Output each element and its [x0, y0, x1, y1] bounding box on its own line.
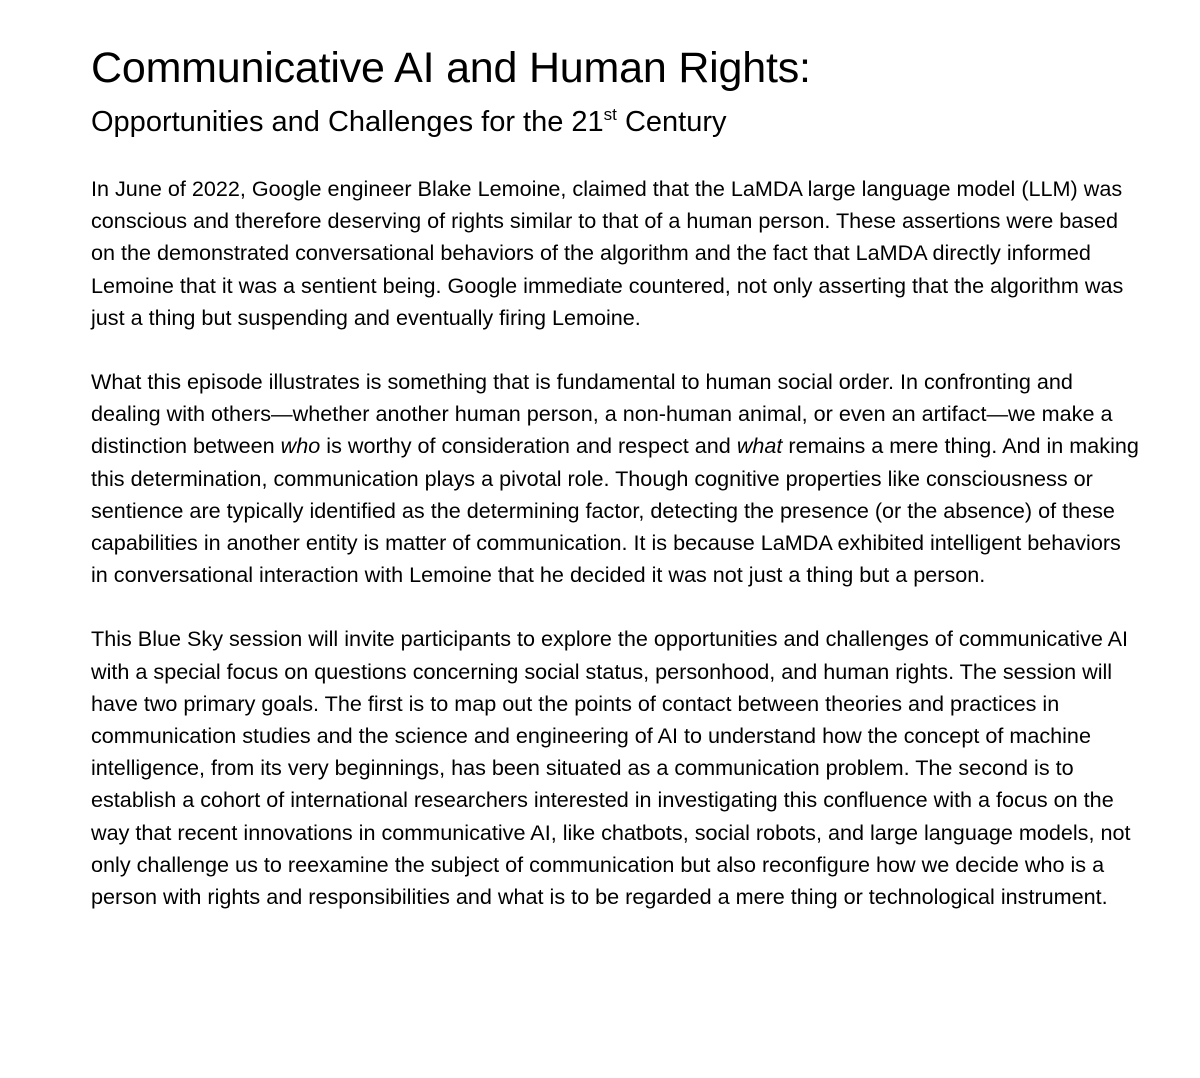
paragraph-2-emphasis-what: what — [736, 433, 783, 459]
subtitle-superscript: st — [603, 105, 617, 124]
paragraph-2-part-1: What this episode illustrates is something that is fundamental to human social order. In confronting and dealing with others—whether another human person, a non-human animal, or even an artifact—we make a distinction between — [91, 369, 1113, 459]
paragraph-2-emphasis-who: who — [280, 433, 321, 459]
document-subtitle — [91, 104, 1141, 140]
paragraph-2-part-2: is worthy of consideration and respect and — [320, 433, 737, 459]
paragraph-1: In June of 2022, Google engineer Blake Lemoine, claimed that the LaMDA large language model (LLM) was conscious and therefore deserving of rights similar to that of a human person. These assertions were based on the demonstrated conversational behaviors of the algorithm and the fact that LaMDA directly informed Lemoine that it was a sentient being. Google immediate countered, not only asserting that the algorithm was just a thing but suspending and eventually firing Lemoine. — [91, 176, 1124, 330]
paragraph-2 — [91, 366, 1141, 591]
subtitle-text: Opportunities and Challenges for the 21 — [91, 106, 604, 138]
document-title: Communicative AI and Human Rights: — [91, 44, 811, 92]
paragraph-3: This Blue Sky session will invite participants to explore the opportunities and challenges of communicative AI with a special focus on questions concerning social status, personhood, and human rights. The session will have two primary goals. The first is to map out the points of contact between theories and practices in communication studies and the science and engineering of AI to understand how the concept of machine intelligence, from its very beginnings, has been situated as a communication problem. The second is to establish a cohort of international researchers interested in investigating this confluence with a focus on the way that recent innovations in communicative AI, like chatbots, social robots, and large language models, not only challenge us to reexamine the subject of communication but also reconfigure how we decide who is a person with rights and responsibilities and what is to be regarded a mere thing or technological instrument. — [91, 626, 1131, 910]
subtitle-suffix: Century — [616, 106, 727, 138]
document-page — [91, 40, 1141, 913]
paragraph-2-part-3: remains a mere thing. And in making this determination, communication plays a pivotal role. Though cognitive properties like consciousness or sentience are typically identified as the determining factor, detecting the presence (or the absence) of these capabilities in another entity is matter of communication. It is because LaMDA exhibited intelligent behaviors in conversational interaction with Lemoine that he decided it was not just a thing but a person. — [91, 433, 1139, 588]
